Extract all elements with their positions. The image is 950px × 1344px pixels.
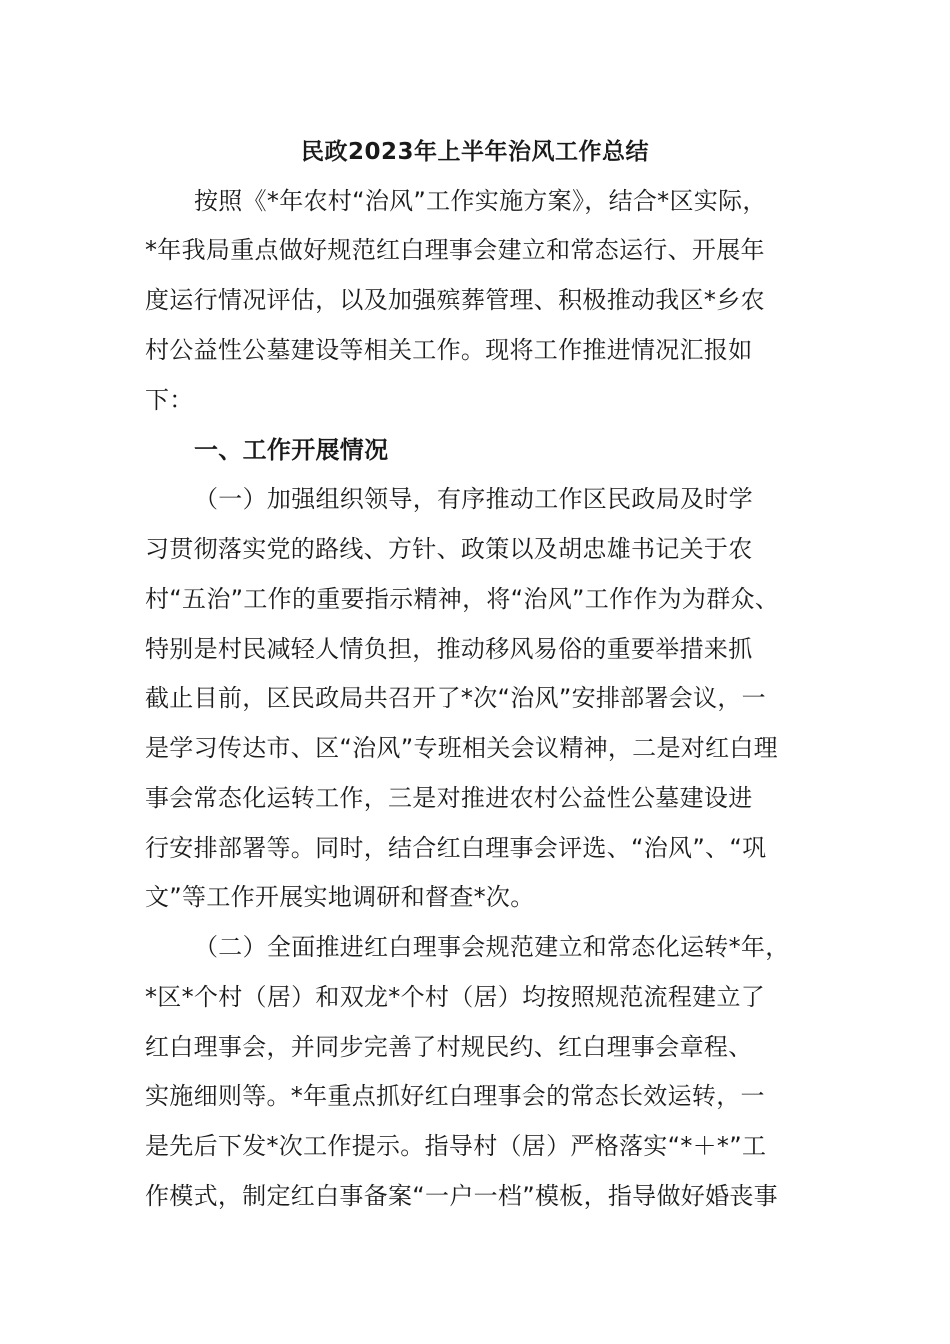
paragraph-1-line-5: 下： — [145, 386, 194, 414]
paragraph-3-line-6: 作模式，制定红白事备案“一户一档”模板，指导做好婚丧事 — [145, 1182, 778, 1210]
paragraph-3-line-4: 实施细则等。*年重点抓好红白理事会的常态长效运转，一 — [145, 1082, 765, 1110]
paragraph-2-line-5: 截止目前，区民政局共召开了*次“治风”安排部署会议，一 — [145, 684, 766, 712]
paragraph-3-line-1: （二）全面推进红白理事会规范建立和常态化运转*年， — [194, 933, 790, 961]
paragraph-2-line-2: 习贯彻落实党的路线、方针、政策以及胡忠雄书记关于农 — [145, 535, 753, 563]
paragraph-1-line-4: 村公益性公墓建设等相关工作。现将工作推进情况汇报如 — [145, 336, 753, 364]
paragraph-3-line-2: *区*个村（居）和双龙*个村（居）均按照规范流程建立了 — [145, 983, 766, 1011]
paragraph-3-line-5: 是先后下发*次工作提示。指导村（居）严格落实“*＋*”工 — [145, 1132, 767, 1160]
paragraph-1-line-2: *年我局重点做好规范红白理事会建立和常态运行、开展年 — [145, 236, 765, 264]
paragraph-3-line-3: 红白理事会，并同步完善了村规民约、红白理事会章程、 — [145, 1033, 753, 1061]
section-1-heading: 一、工作开展情况 — [194, 436, 389, 464]
paragraph-1-line-3: 度运行情况评估，以及加强殡葬管理、积极推动我区*乡农 — [145, 286, 765, 314]
paragraph-2-line-6: 是学习传达市、区“治风”专班相关会议精神，二是对红白理 — [145, 734, 778, 762]
paragraph-2-line-1: （一）加强组织领导，有序推动工作区民政局及时学 — [194, 485, 753, 513]
paragraph-2-line-4: 特别是村民减轻人情负担，推动移风易俗的重要举措来抓 — [145, 635, 753, 663]
paragraph-2-line-8: 行安排部署等。同时，结合红白理事会评选、“治风”、“巩 — [145, 834, 767, 862]
paragraph-2-line-3: 村“五治”工作的重要指示精神，将“治风”工作作为为群众、 — [145, 585, 780, 613]
paragraph-2-line-7: 事会常态化运转工作，三是对推进农村公益性公墓建设进 — [145, 784, 753, 812]
document-title: 民政2023年上半年治风工作总结 — [300, 139, 649, 165]
paragraph-1-line-1: 按照《*年农村“治风”工作实施方案》，结合*区实际， — [194, 187, 767, 215]
paragraph-2-line-9: 文”等工作开展实地调研和督查*次。 — [145, 883, 535, 911]
